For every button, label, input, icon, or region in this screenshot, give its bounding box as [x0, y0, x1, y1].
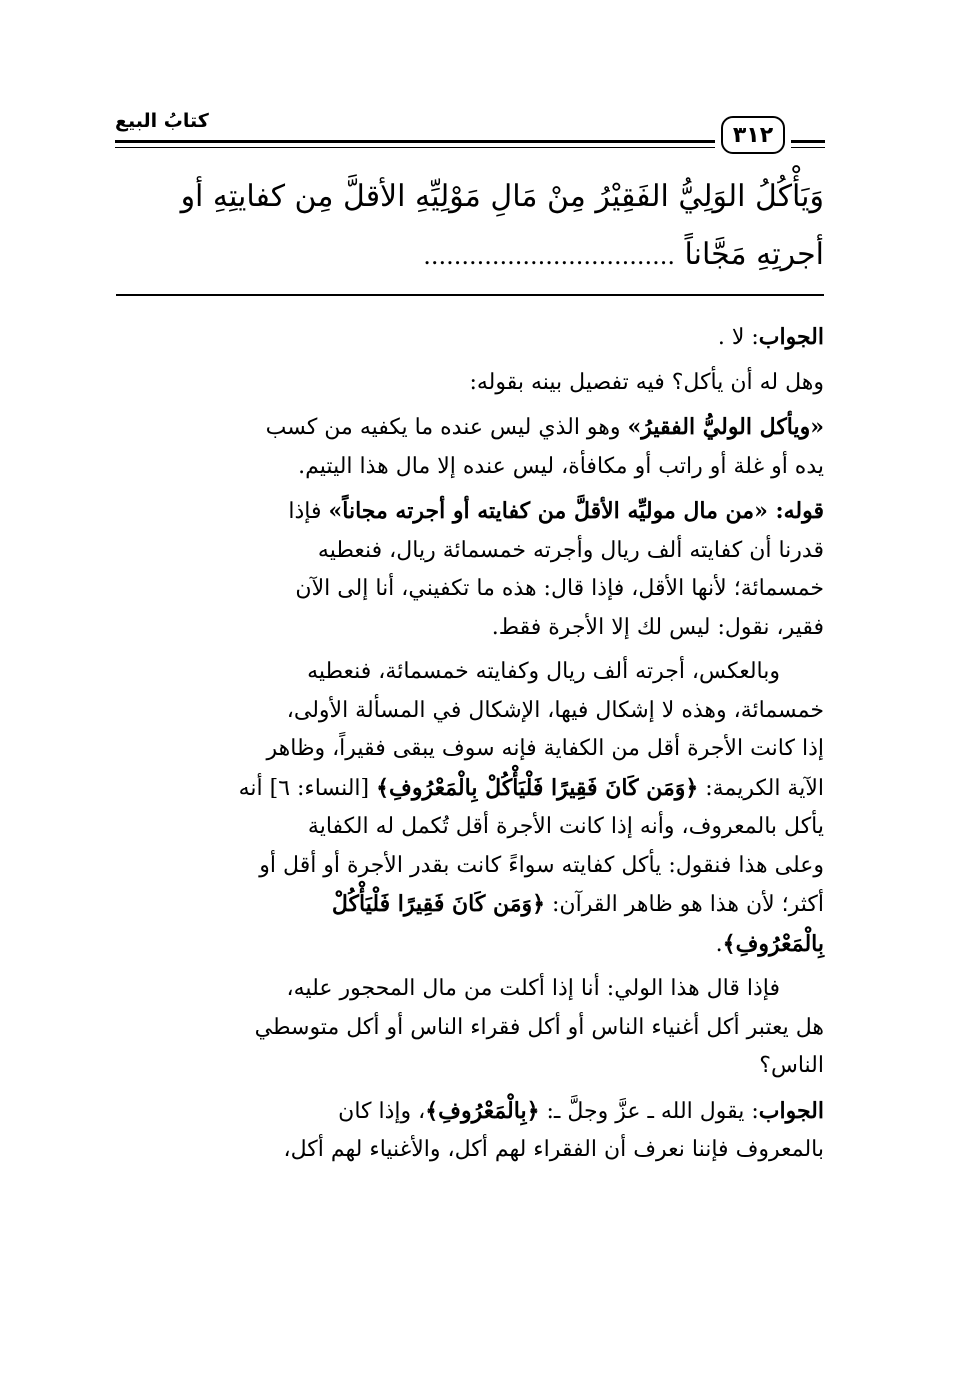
- p2-line: وهل له أن يأكل؟ فيه تفصيل بينه بقوله:: [469, 369, 824, 395]
- commentary: [112, 318, 824, 1176]
- paragraph-6: [112, 970, 824, 1086]
- p7-l1-b: ، وإذا كان: [338, 1098, 426, 1124]
- answer-label-2: الجواب: [758, 1097, 824, 1124]
- paragraph-5: [112, 653, 824, 964]
- p5-line-7: [112, 885, 824, 925]
- paragraph-4: [112, 492, 824, 647]
- paragraph-7: [112, 1092, 824, 1170]
- header-rule-right-thick: [791, 140, 825, 143]
- p6-line-3: الناس؟: [759, 1053, 824, 1078]
- p6-line-2: هل يعتبر أكل أغنياء الناس أو أكل فقراء الناس أو أكل متوسطي: [254, 1014, 824, 1040]
- p5-l4-b: [النساء: ٦] أنه: [238, 775, 377, 801]
- p5-quran-verse-2: ﴿وَمَن كَانَ فَقِيرًا فَلْيَأْكُلْ: [331, 891, 546, 917]
- p7-line-1: [112, 1092, 824, 1132]
- p5-line-2: خمسمائة، وهذه لا إشكال فيها، الإشكال في المسألة الأولى،: [286, 697, 824, 723]
- page-header: [115, 100, 825, 160]
- p5-l4-a: الآية الكريمة:: [698, 775, 824, 801]
- p4-quote: «من مال موليِّه الأقلَّ من كفايته أو أجرته مجاناً»: [328, 498, 776, 524]
- header-rule-right-thin: [791, 147, 825, 148]
- p4-l1-text: فإذا: [288, 499, 329, 524]
- p5-line-3: إذا كانت الأجرة أقل من الكفاية فإنه سوف يبقى فقيراً، وظاهر: [266, 736, 824, 761]
- matn-line-2: [112, 226, 824, 285]
- p5-quran-verse: ﴿وَمَن كَانَ فَقِيرًا فَلْيَأْكُلْ بِالْمَعْرُوفِ﴾: [376, 774, 699, 801]
- p1-text: : لا .: [717, 325, 759, 350]
- matn-line-2-text: أجرتِهِ مَجَّاناً: [684, 237, 824, 272]
- paragraph-3: [112, 408, 824, 486]
- p5-line-6: وعلى هذا فنقول: يأكل كفايته سواءً كانت بقدر الأجرة أو أقل أو: [259, 852, 824, 878]
- p4-line-4: فقير، نقول: ليس لك إلا الأجرة فقط.: [491, 614, 824, 640]
- p7-quran-word: ﴿بِالْمَعْرُوفِ﴾: [425, 1097, 540, 1124]
- p5-quran-verse-2-end: بِالْمَعْرُوفِ﴾: [722, 930, 824, 957]
- p3-l1-text: وهو الذي ليس عنده ما يكفيه من كسب: [265, 415, 628, 440]
- matn-separator: [116, 294, 824, 296]
- p4-label: قوله:: [775, 498, 824, 524]
- p4-line-3: خمسمائة؛ لأنها الأقل، فإذا قال: هذه ما تكفيني، أنا إلى الآن: [295, 576, 824, 601]
- p7-l1-a: : يقول الله ـ عزَّ وجلَّ ـ:: [539, 1098, 759, 1124]
- p1-line: [112, 318, 824, 358]
- paragraph-2: [112, 364, 824, 403]
- p4-line-2: قدرنا أن كفايته ألف ريال وأجرته خمسمائة ريال، فنعطيه: [317, 537, 824, 563]
- header-rule-thin: [115, 147, 715, 148]
- book-title: كتابُ البيع: [115, 110, 209, 132]
- p5-line-5: يأكل بالمعروف، وأنه إذا كانت الأجرة أقل تُكمل له الكفاية: [307, 814, 824, 839]
- matn-line-1: وَيَأْكُلُ الوَلِيُّ الفَقِيْرُ مِنْ مَالِ مَوْلِيِّهِ الأقلَّ مِن كفايتِهِ أو: [180, 179, 824, 214]
- page-number: ٣١٢: [721, 116, 785, 154]
- header-rule-thick: [115, 140, 715, 143]
- p3-line-2: يده أو غلة أو راتب أو مكافأة، ليس عنده إلا مال هذا اليتيم.: [298, 453, 824, 479]
- p4-line-1: [112, 492, 824, 532]
- matn-dots: .................................: [423, 242, 675, 270]
- matn-text: [112, 168, 824, 285]
- p6-line-1: فإذا قال هذا الولي: أنا إذا أكلت من مال المحجور عليه،: [286, 976, 780, 1001]
- p5-line-1: وبالعكس، أجرته ألف ريال وكفايته خمسمائة، فنعطيه: [307, 659, 780, 684]
- p5-line-8: [112, 925, 824, 965]
- p7-line-2: بالمعروف فإننا نعرف أن الفقراء لهم أكل، والأغنياء لهم أكل،: [283, 1137, 824, 1162]
- paragraph-1: [112, 318, 824, 358]
- p5-line-4: [112, 769, 824, 809]
- p5-l8-b: .: [715, 931, 723, 957]
- answer-label: الجواب: [758, 324, 824, 350]
- p5-l7-a: أكثر؛ لأن هذا هو ظاهر القرآن:: [545, 892, 824, 917]
- p3-line-1: [112, 408, 824, 448]
- p3-quote: «ويأكل الوليُّ الفقيرُ»: [627, 414, 824, 440]
